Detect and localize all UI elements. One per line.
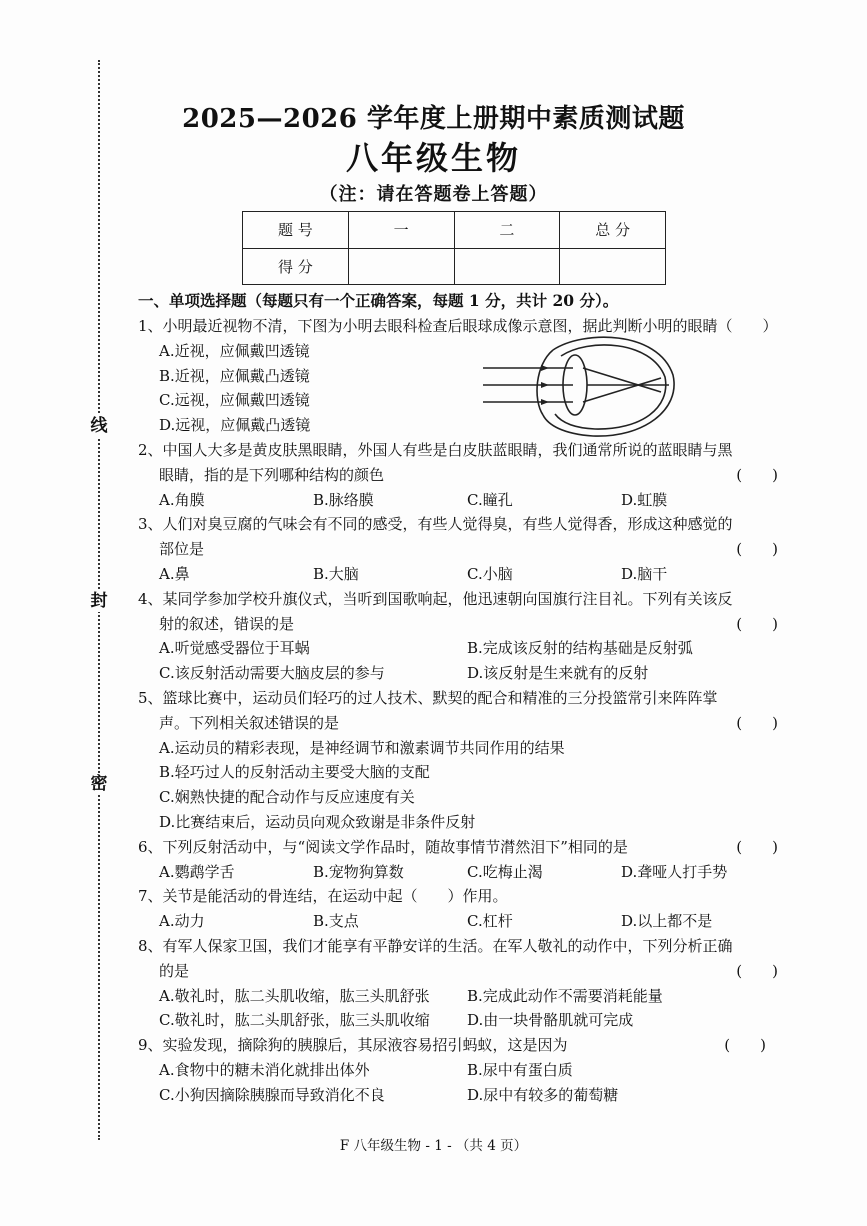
question-stem-cont xyxy=(138,612,788,637)
question-8-stem: 8、有军人保家卫国，我们才能享有平静安详的生活。在军人敬礼的动作中，下列分析正确 xyxy=(138,936,733,955)
question-3-stem: 3、人们对臭豆腐的气味会有不同的感受，有些人觉得臭，有些人觉得香，形成这种感觉的 xyxy=(138,515,733,534)
answer-bracket: ( ) xyxy=(724,1036,766,1055)
option: C.瞳孔 xyxy=(467,490,513,509)
options-row xyxy=(138,636,788,661)
score-cell: 一 xyxy=(348,212,454,249)
option: B.完成该反射的结构基础是反射弧 xyxy=(467,639,693,658)
answer-bracket: ( ) xyxy=(736,713,778,732)
question-5-stem-cont: 声。下列相关叙述错误的是 xyxy=(159,713,340,732)
option: D.脑干 xyxy=(621,564,668,583)
score-cell: 题 号 xyxy=(243,212,349,249)
score-table-score-row xyxy=(243,248,666,285)
binding-char-feng: 封 xyxy=(88,590,110,612)
option: C.杠杆 xyxy=(467,912,513,931)
option: A.听觉感受器位于耳蜗 xyxy=(159,639,310,658)
question-4-stem: 4、某同学参加学校升旗仪式，当听到国歌响起，他迅速朝向国旗行注目礼。下列有关该反 xyxy=(138,589,733,608)
score-cell xyxy=(454,248,560,285)
score-table-header-row xyxy=(243,212,666,249)
question-stem xyxy=(138,686,788,711)
answer-bracket: ( ) xyxy=(736,961,778,980)
option: D.由一块骨骼肌就可完成 xyxy=(467,1011,634,1030)
question-stem xyxy=(138,512,788,537)
option: A.动力 xyxy=(159,912,205,931)
option: B.轻巧过人的反射活动主要受大脑的支配 xyxy=(159,763,430,782)
option: C.该反射活动需要大脑皮层的参与 xyxy=(159,664,385,683)
refracted-ray xyxy=(583,378,661,402)
answer-bracket: ( ) xyxy=(736,837,778,856)
question-stem-cont xyxy=(138,711,788,736)
eye-diagram xyxy=(483,330,683,440)
option: D.尿中有较多的葡萄糖 xyxy=(467,1085,619,1104)
option: B.尿中有蛋白质 xyxy=(467,1060,573,1079)
options-row xyxy=(138,1008,788,1033)
option: B.大脑 xyxy=(313,564,359,583)
option: D.比赛结束后，运动员向观众致谢是非条件反射 xyxy=(159,812,476,831)
question-stem xyxy=(138,884,788,909)
question-stem xyxy=(138,1033,788,1058)
question-stem xyxy=(138,934,788,959)
binding-char-mi: 密 xyxy=(88,773,110,795)
option: B.宠物狗算数 xyxy=(313,862,404,881)
option: A.近视，应佩戴凹透镜 xyxy=(159,341,310,360)
option: A.角膜 xyxy=(159,490,205,509)
score-cell: 二 xyxy=(454,212,560,249)
option: C.敬礼时，肱二头肌舒张，肱三头肌收缩 xyxy=(159,1011,430,1030)
question-stem-cont xyxy=(138,463,788,488)
score-table xyxy=(242,211,666,285)
option: B.近视，应佩戴凸透镜 xyxy=(159,366,310,385)
question-2-stem: 2、中国人大多是黄皮肤黑眼睛，外国人有些是白皮肤蓝眼睛，我们通常所说的蓝眼睛与黑 xyxy=(138,440,733,459)
options-row xyxy=(138,562,788,587)
exam-title: 2025—2026 学年度上册期中素质测试题 xyxy=(182,104,685,134)
option: D.虹膜 xyxy=(621,490,668,509)
option: B.支点 xyxy=(313,912,359,931)
options-row xyxy=(138,1058,788,1083)
subject-title: 八年级生物 xyxy=(345,139,521,177)
option: D.聋哑人打手势 xyxy=(621,862,728,881)
question-8-stem-cont: 的是 xyxy=(159,961,190,980)
section-heading: 一、单项选择题（每题只有一个正确答案，每题 1 分，共计 20 分）。 xyxy=(138,291,619,310)
question-3-stem-cont: 部位是 xyxy=(159,540,205,559)
question-content xyxy=(138,288,788,1108)
options-row xyxy=(138,860,788,885)
answer-note: （注：请在答题卷上答题） xyxy=(319,184,548,205)
question-stem xyxy=(138,835,788,860)
option: C.吃梅止渴 xyxy=(467,862,543,881)
inner-wall xyxy=(555,345,666,429)
question-stem xyxy=(138,587,788,612)
question-9-stem: 9、实验发现，摘除狗的胰腺后，其尿液容易招引蚂蚁，这是因为 xyxy=(138,1036,568,1055)
question-stem xyxy=(138,314,788,339)
page-footer: F 八年级生物 - 1 - （共 4 页） xyxy=(339,1138,528,1154)
option: D.远视，应佩戴凸透镜 xyxy=(159,416,311,435)
options-row xyxy=(138,488,788,513)
option: D.以上都不是 xyxy=(621,912,713,931)
question-5-stem: 5、篮球比赛中，运动员们轻巧的过人技术、默契的配合和精准的三分投篮常引来阵阵掌 xyxy=(138,688,718,707)
question-4-stem-cont: 射的叙述，错误的是 xyxy=(159,614,295,633)
option: A.食物中的糖未消化就排出体外 xyxy=(159,1060,370,1079)
option: C.娴熟快捷的配合动作与反应速度有关 xyxy=(159,788,415,807)
option: C.小脑 xyxy=(467,564,513,583)
question-stem xyxy=(138,438,788,463)
option: C.远视，应佩戴凹透镜 xyxy=(159,391,310,410)
question-1-stem: 1、小明最近视物不清，下图为小明去眼科检查后眼球成像示意图，据此判断小明的眼睛（ ） xyxy=(138,317,778,335)
options-row xyxy=(138,1083,788,1108)
question-7-stem: 7、关节是能活动的骨连结，在运动中起（ ）作用。 xyxy=(138,887,508,906)
option: A.鹦鹉学舌 xyxy=(159,862,235,881)
options-row xyxy=(138,661,788,686)
answer-bracket: ( ) xyxy=(736,540,778,559)
binding-char-xian: 线 xyxy=(88,415,110,437)
question-stem-cont xyxy=(138,537,788,562)
refracted-ray xyxy=(583,368,661,392)
option: B.脉络膜 xyxy=(313,490,374,509)
score-cell xyxy=(560,248,666,285)
score-cell xyxy=(348,248,454,285)
option: C.小狗因摘除胰腺而导致消化不良 xyxy=(159,1085,385,1104)
question-2-stem-cont: 眼睛，指的是下列哪种结构的颜色 xyxy=(159,465,385,484)
option: A.鼻 xyxy=(159,564,190,583)
answer-bracket: ( ) xyxy=(736,614,778,633)
option: A.敬礼时，肱二头肌收缩，肱三头肌舒张 xyxy=(159,986,430,1005)
score-cell: 得 分 xyxy=(243,248,349,285)
options-row xyxy=(138,909,788,934)
options-row xyxy=(138,984,788,1009)
option: B.完成此动作不需要消耗能量 xyxy=(467,986,663,1005)
option: A.运动员的精彩表现，是神经调节和激素调节共同作用的结果 xyxy=(159,738,565,757)
score-cell: 总 分 xyxy=(560,212,666,249)
answer-bracket: ( ) xyxy=(736,465,778,484)
question-stem-cont xyxy=(138,959,788,984)
cornea xyxy=(537,350,553,415)
question-6-stem: 6、下列反射活动中，与“阅读文学作品时，随故事情节潸然泪下”相同的是 xyxy=(138,837,628,856)
option: D.该反射是生来就有的反射 xyxy=(467,664,649,683)
